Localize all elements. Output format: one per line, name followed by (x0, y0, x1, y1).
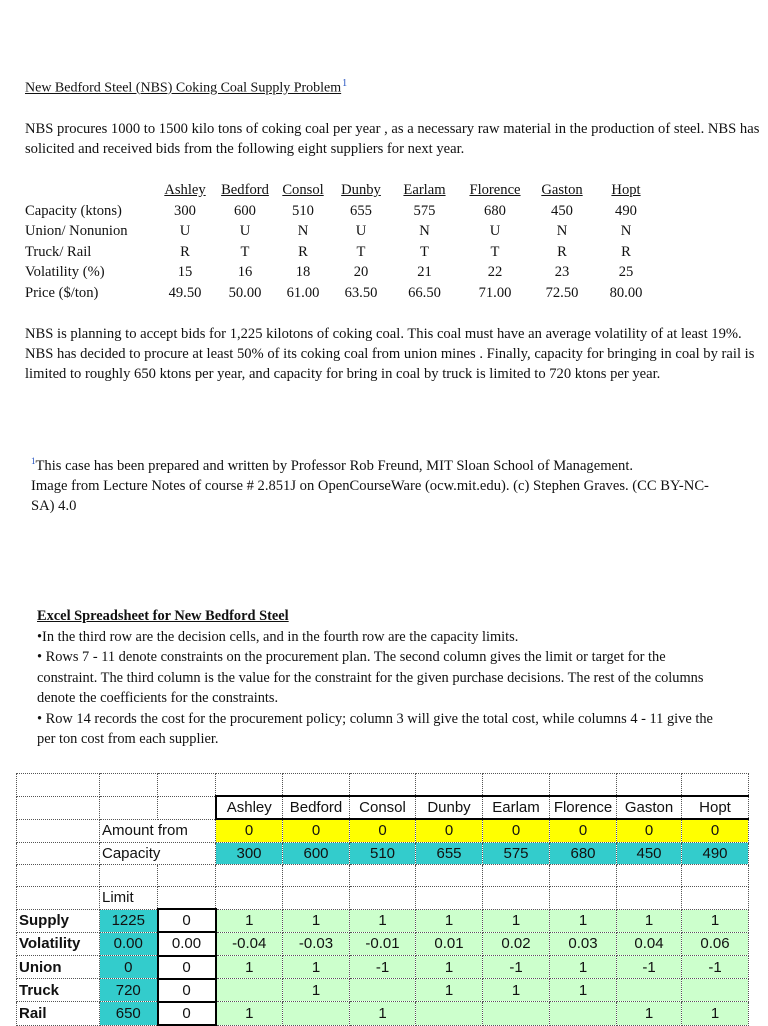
constraint-row-supply (17, 909, 749, 932)
sheet-cell[interactable] (416, 774, 483, 797)
cell: R (557, 243, 567, 260)
sheet-cell[interactable] (216, 774, 283, 797)
cell: N (297, 223, 309, 239)
sheet-supplier-header[interactable]: Ashley (216, 796, 283, 819)
cell: 16 (237, 264, 253, 280)
bids-header-row (25, 180, 660, 201)
limit-label[interactable]: Limit (100, 886, 158, 909)
cell: 510 (292, 202, 314, 219)
cell: N (556, 223, 568, 239)
cell: 600 (234, 202, 256, 219)
coef-cell[interactable]: 1 (350, 1002, 416, 1025)
limit-cell[interactable]: 0 (100, 956, 158, 979)
cell: 50.00 (228, 284, 262, 301)
capacity-cell[interactable]: 655 (416, 842, 483, 864)
bids-row-volatility (25, 262, 660, 283)
value-cell[interactable]: 0 (158, 956, 216, 979)
coef-cell[interactable]: 1 (283, 956, 350, 979)
bids-supplier-header: Ashley (164, 181, 206, 198)
coef-cell[interactable] (682, 979, 749, 1002)
capacity-cell[interactable]: 490 (682, 842, 749, 864)
coef-cell[interactable] (550, 1002, 617, 1025)
decision-cell[interactable]: 0 (682, 819, 749, 842)
bids-supplier-header: Dunby (341, 181, 381, 198)
excel-heading: Excel Spreadsheet for New Bedford Steel (37, 608, 289, 624)
coef-cell[interactable]: -0.01 (350, 932, 416, 955)
coef-cell[interactable]: 1 (283, 909, 350, 932)
sheet-supplier-header[interactable]: Gaston (617, 796, 682, 819)
sheet-cell[interactable] (17, 774, 100, 797)
sheet-cell[interactable] (17, 796, 100, 819)
coef-cell[interactable]: 1 (617, 1002, 682, 1025)
constraint-row-rail (17, 1002, 749, 1025)
sheet-cell[interactable] (682, 886, 749, 909)
capacity-cell[interactable]: 510 (350, 842, 416, 864)
coef-cell[interactable]: 0.06 (682, 932, 749, 955)
cell: U (355, 223, 367, 239)
row-label: Union/ Nonunion (25, 223, 128, 239)
cell: 490 (615, 202, 637, 219)
coef-cell[interactable]: 1 (682, 1002, 749, 1025)
sheet-cell[interactable] (550, 774, 617, 797)
decision-cell[interactable]: 0 (216, 819, 283, 842)
coef-cell[interactable] (283, 1002, 350, 1025)
sheet-cell[interactable] (350, 864, 416, 886)
intro-paragraph: NBS procures 1000 to 1500 kilo tons of coking coal per year , as a necessary raw material in the production of steel. NBS has solicited and received bids from the following eight suppliers for next year. (25, 121, 760, 157)
row-label: Price ($/ton) (25, 284, 99, 301)
coef-cell[interactable]: -1 (682, 956, 749, 979)
cell: 72.50 (545, 284, 579, 301)
constraint-name[interactable]: Truck (17, 979, 100, 1002)
footnote (31, 451, 711, 516)
coef-cell[interactable] (216, 979, 283, 1002)
sheet-cell[interactable] (550, 886, 617, 909)
coef-cell[interactable]: 1 (350, 909, 416, 932)
cell: 66.50 (408, 284, 441, 301)
sheet-cell[interactable] (682, 774, 749, 797)
row-label: Truck/ Rail (25, 243, 92, 260)
cell: 300 (174, 202, 196, 219)
cell: 15 (177, 264, 193, 280)
cell: 18 (295, 264, 311, 280)
cell: 655 (350, 202, 372, 219)
bids-supplier-header: Earlam (403, 181, 446, 198)
sheet-cell[interactable] (416, 864, 483, 886)
cell: 22 (487, 264, 503, 280)
sheet-cell[interactable] (550, 864, 617, 886)
constraint-name[interactable]: Rail (17, 1002, 100, 1025)
sheet-row (17, 864, 749, 886)
sheet-cell[interactable] (100, 864, 158, 886)
sheet-cell[interactable] (617, 864, 682, 886)
limit-cell[interactable]: 650 (100, 1002, 158, 1025)
coef-cell[interactable]: 1 (617, 909, 682, 932)
capacity-cell[interactable]: 600 (283, 842, 350, 864)
sheet-supplier-header[interactable]: Bedford (283, 796, 350, 819)
cell: 23 (554, 264, 570, 280)
coef-cell[interactable] (617, 979, 682, 1002)
constraint-name[interactable]: Union (17, 956, 100, 979)
coef-cell[interactable] (416, 1002, 483, 1025)
bids-supplier-header: Consol (282, 181, 324, 198)
title-text: New Bedford Steel (NBS) Coking Coal Supply Problem (25, 80, 342, 96)
bids-row-transport (25, 242, 660, 263)
sheet-supplier-header[interactable]: Dunby (416, 796, 483, 819)
sheet-cell[interactable] (617, 886, 682, 909)
constraint-row-union (17, 956, 749, 979)
sheet-limit-header-row (17, 886, 749, 909)
sheet-cell[interactable] (158, 774, 216, 797)
footnote-line-1: This case has been prepared and written by Professor Rob Freund, MIT Sloan School of Management. (35, 457, 634, 474)
sheet-cell[interactable] (617, 774, 682, 797)
coef-cell[interactable]: 0.02 (483, 932, 550, 955)
value-cell[interactable]: 0 (158, 1002, 216, 1025)
value-cell[interactable]: 0.00 (158, 932, 216, 955)
sheet-header-row (17, 796, 749, 819)
coef-cell[interactable]: 1 (416, 909, 483, 932)
amount-label[interactable]: Amount from (100, 819, 216, 842)
sheet-cell[interactable] (283, 864, 350, 886)
constraints-paragraph: NBS is planning to accept bids for 1,225 kilotons of coking coal. This coal must have an average volatility of at least 19%. NBS has decided to procure at least 50% of its coking coal from union mines . Finally, capacity for bringing in coal by rail is limited to roughly 650 ktons per year, and capacity for bring in coal by truck is limited to 720 ktons per year. (25, 326, 755, 382)
cell: R (298, 243, 308, 260)
capacity-label[interactable]: Capacity (100, 842, 216, 864)
limit-cell[interactable]: 1225 (100, 909, 158, 932)
bids-row-capacity (25, 201, 660, 222)
cell: T (490, 243, 500, 260)
cell: 63.50 (344, 284, 378, 301)
value-cell[interactable]: 0 (158, 909, 216, 932)
sheet-supplier-header[interactable]: Hopt (682, 796, 749, 819)
cell: 680 (484, 202, 506, 219)
cell: 61.00 (286, 284, 320, 301)
cell: R (621, 243, 631, 260)
sheet-cell[interactable] (416, 886, 483, 909)
constraint-row-volatility (17, 932, 749, 955)
bids-supplier-header: Hopt (611, 181, 641, 198)
row-label: Volatility (%) (25, 264, 105, 280)
capacity-cell[interactable]: 450 (617, 842, 682, 864)
sheet-cell[interactable] (100, 796, 158, 819)
coef-cell[interactable]: 1 (216, 909, 283, 932)
constraint-row-truck (17, 979, 749, 1002)
coef-cell[interactable]: -0.04 (216, 932, 283, 955)
coef-cell[interactable]: 1 (416, 979, 483, 1002)
sheet-cell[interactable] (350, 886, 416, 909)
sheet-cell[interactable] (158, 886, 216, 909)
excel-description (37, 606, 717, 750)
title-footnote-link[interactable]: 1 (342, 78, 348, 89)
sheet-cell[interactable] (483, 886, 550, 909)
cell: 49.50 (168, 284, 202, 301)
sheet-cell[interactable] (483, 774, 550, 797)
decision-cell[interactable]: 0 (350, 819, 416, 842)
decision-cell[interactable]: 0 (550, 819, 617, 842)
cell: R (180, 243, 190, 260)
cell: N (620, 223, 632, 239)
bids-supplier-header: Gaston (541, 181, 583, 198)
coef-cell[interactable]: -1 (617, 956, 682, 979)
coef-cell[interactable]: -0.03 (283, 932, 350, 955)
sheet-supplier-header[interactable]: Consol (350, 796, 416, 819)
coef-cell[interactable]: 1 (416, 956, 483, 979)
sheet-amount-row (17, 819, 749, 842)
coef-cell[interactable] (350, 979, 416, 1002)
sheet-cell[interactable] (17, 819, 100, 842)
constraint-name[interactable]: Supply (17, 909, 100, 932)
value-cell[interactable]: 0 (158, 979, 216, 1002)
bids-supplier-header: Bedford (221, 181, 269, 198)
limit-cell[interactable]: 720 (100, 979, 158, 1002)
coef-cell[interactable]: 1 (216, 956, 283, 979)
sheet-cell[interactable] (216, 886, 283, 909)
cell: U (179, 223, 191, 239)
sheet-cell[interactable] (100, 774, 158, 797)
cell: 20 (353, 264, 369, 280)
coef-cell[interactable]: 1 (283, 979, 350, 1002)
sheet-cell[interactable] (283, 886, 350, 909)
decision-cell[interactable]: 0 (283, 819, 350, 842)
bids-supplier-header: Florence (469, 181, 521, 198)
sheet-cell[interactable] (350, 774, 416, 797)
bids-corner (25, 180, 155, 201)
coef-cell[interactable]: 1 (216, 1002, 283, 1025)
sheet-cell[interactable] (216, 864, 283, 886)
sheet-supplier-header[interactable]: Florence (550, 796, 617, 819)
cell: N (419, 223, 430, 239)
excel-bullet: • Row 14 records the cost for the procurement policy; column 3 will give the total cost, while columns 4 - 11 give the per ton cost from each supplier. (37, 710, 713, 747)
cell: 25 (618, 264, 634, 280)
coef-cell[interactable]: -1 (483, 956, 550, 979)
coef-cell[interactable] (483, 1002, 550, 1025)
capacity-cell[interactable]: 680 (550, 842, 617, 864)
limit-cell[interactable]: 0.00 (100, 932, 158, 955)
excel-bullet: • Rows 7 - 11 denote constraints on the procurement plan. The second column gives the limit or target for the constraint. The third column is the value for the constraint for the given purchase decisions. The rest of the columns denote the coefficients for the constraints. (37, 649, 704, 706)
coef-cell[interactable]: 1 (483, 909, 550, 932)
coef-cell[interactable]: 0.04 (617, 932, 682, 955)
cell: 71.00 (478, 284, 512, 301)
coef-cell[interactable]: 1 (550, 956, 617, 979)
sheet-cell[interactable] (158, 796, 216, 819)
cell: 450 (551, 202, 573, 219)
coef-cell[interactable]: 0.03 (550, 932, 617, 955)
sheet-cell[interactable] (483, 864, 550, 886)
sheet-cell[interactable] (682, 864, 749, 886)
bids-row-union (25, 221, 660, 242)
capacity-cell[interactable]: 300 (216, 842, 283, 864)
cell: 80.00 (609, 284, 643, 301)
sheet-cell[interactable] (17, 886, 100, 909)
footnote-line-2: Image from Lecture Notes of course # 2.851J on OpenCourseWare (ocw.mit.edu). (c) Stephen Graves. (CC BY-NC-SA) 4.0 (31, 477, 709, 514)
decision-cell[interactable]: 0 (617, 819, 682, 842)
cell: 575 (413, 202, 436, 219)
bids-row-price (25, 283, 660, 304)
footnote-mark[interactable]: 1 (31, 456, 36, 466)
document-title (25, 78, 347, 97)
decision-cell[interactable]: 0 (416, 819, 483, 842)
sheet-cell[interactable] (158, 864, 216, 886)
sheet-cell[interactable] (17, 842, 100, 864)
cell: U (239, 223, 251, 239)
capacity-cell[interactable]: 575 (483, 842, 550, 864)
coef-cell[interactable]: 1 (550, 979, 617, 1002)
coef-cell[interactable]: 0.01 (416, 932, 483, 955)
sheet-cell[interactable] (283, 774, 350, 797)
cell: T (356, 243, 366, 260)
excel-bullet: •In the third row are the decision cells, and in the fourth row are the capacity limits. (37, 628, 519, 645)
cell: T (240, 243, 250, 260)
cell: U (489, 223, 501, 239)
sheet-capacity-row (17, 842, 749, 864)
decision-cell[interactable]: 0 (483, 819, 550, 842)
sheet-supplier-header[interactable]: Earlam (483, 796, 550, 819)
coef-cell[interactable]: 1 (483, 979, 550, 1002)
sheet-row (17, 774, 749, 797)
cell: T (420, 243, 429, 260)
cell: 21 (417, 264, 432, 280)
coef-cell[interactable]: -1 (350, 956, 416, 979)
row-label: Capacity (ktons) (25, 202, 122, 219)
constraint-name[interactable]: Volatility (17, 932, 100, 955)
bids-table (25, 180, 660, 303)
spreadsheet-grid (16, 773, 749, 1026)
coef-cell[interactable]: 1 (682, 909, 749, 932)
coef-cell[interactable]: 1 (550, 909, 617, 932)
sheet-cell[interactable] (17, 864, 100, 886)
